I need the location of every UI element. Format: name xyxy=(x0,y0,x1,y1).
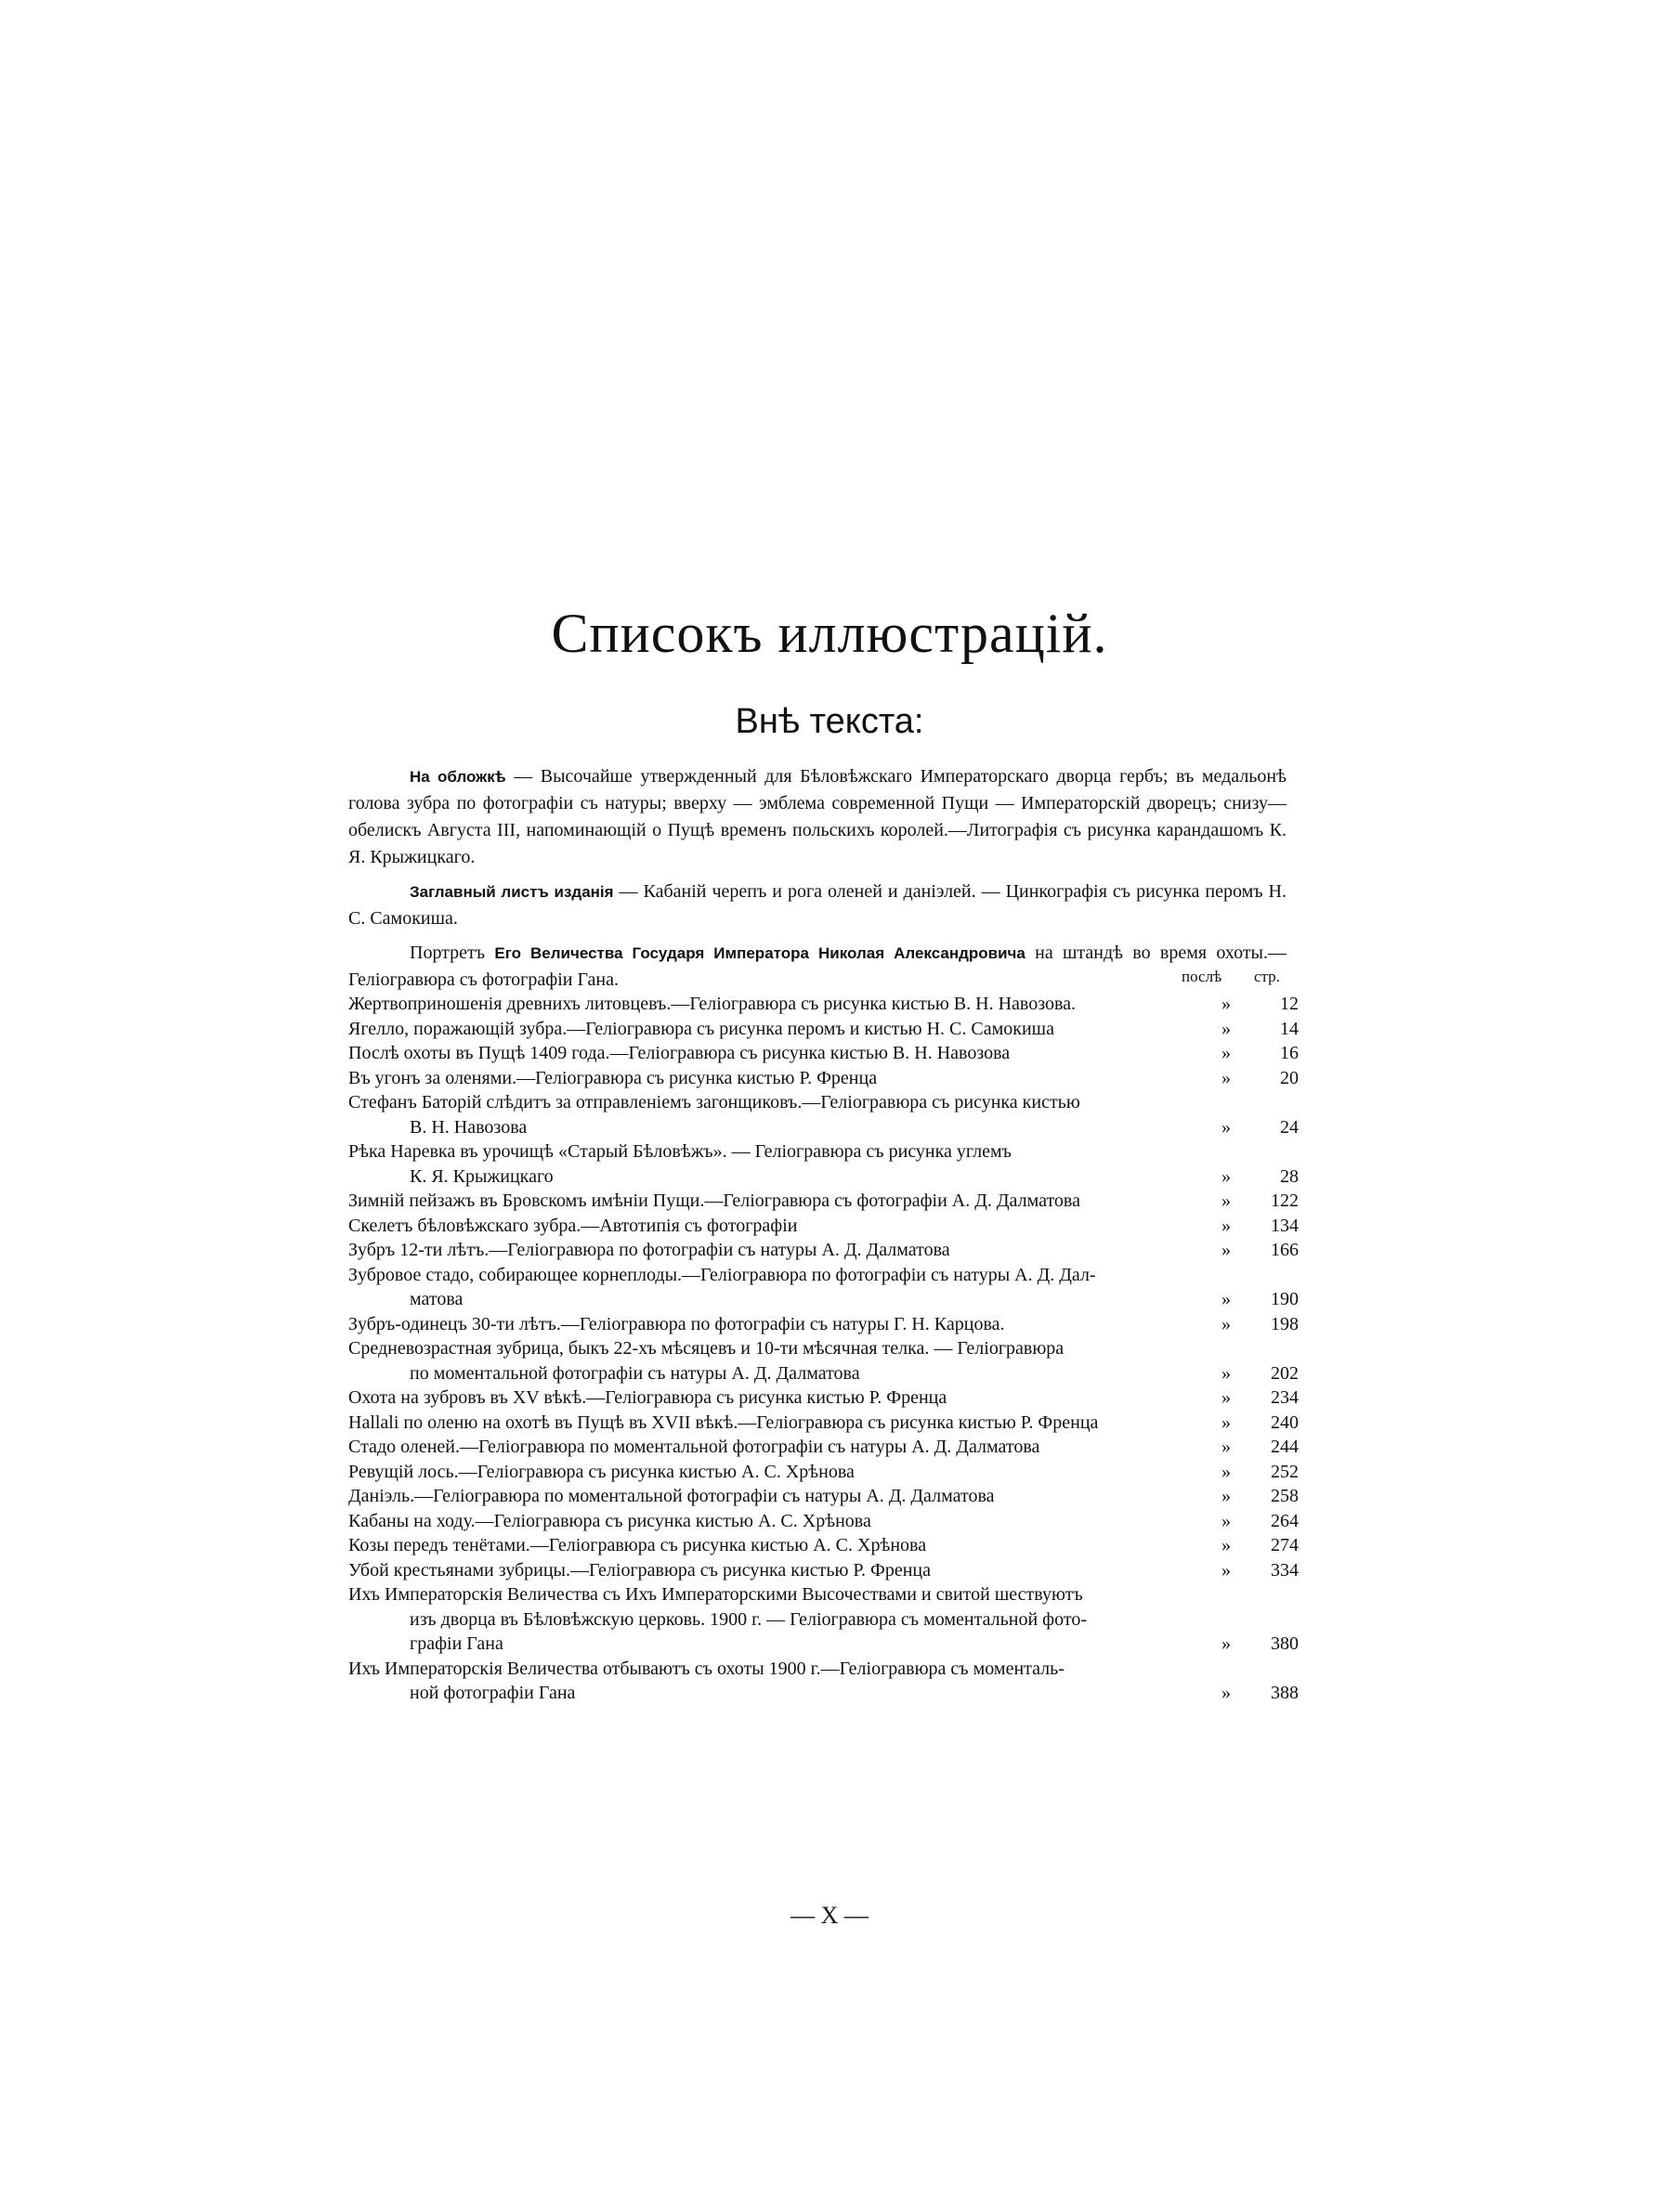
list-item xyxy=(348,992,1299,1017)
list-item-after-marker: » xyxy=(1221,1683,1231,1703)
list-item-after-marker: » xyxy=(1221,1633,1231,1654)
list-item-page: 334 xyxy=(1271,1559,1299,1581)
list-item-after-marker: » xyxy=(1221,1412,1231,1433)
section-heading: Внѣ текста: xyxy=(735,702,924,741)
list-item-page: 28 xyxy=(1280,1165,1299,1187)
list-item-text xyxy=(348,1582,1175,1657)
list-item-text xyxy=(348,1017,1175,1042)
list-item xyxy=(348,1017,1299,1042)
list-item-page: 202 xyxy=(1271,1362,1299,1384)
intro-block xyxy=(348,763,1287,1001)
list-item-line: по моментальной фотографіи съ натуры А. Д. Далматова xyxy=(410,1362,860,1384)
list-item-page: 24 xyxy=(1280,1116,1299,1138)
page-number: — X — xyxy=(790,1902,869,1929)
list-item-page: 380 xyxy=(1271,1633,1299,1654)
list-item xyxy=(348,1214,1299,1239)
list-item-line: Зубръ 12-ти лѣтъ.—Геліогравюра по фотографіи съ натуры А. Д. Далматова xyxy=(348,1240,950,1260)
list-item-text xyxy=(348,1041,1175,1066)
list-item-line: Въ угонъ за оленями.—Геліогравюра съ рисунка кистью Р. Френца xyxy=(348,1067,878,1088)
list-item-after-marker: » xyxy=(1221,1116,1231,1138)
list-item-line: Даніэль.—Геліогравюра по моментальной фотографіи съ натуры А. Д. Далматова xyxy=(348,1486,995,1506)
list-item-page: 122 xyxy=(1271,1191,1299,1211)
list-item-page: 12 xyxy=(1280,994,1299,1014)
list-item-page: 264 xyxy=(1271,1510,1299,1531)
list-item-page: 252 xyxy=(1271,1461,1299,1482)
list-item-text xyxy=(348,1386,1175,1411)
list-item-after-marker: » xyxy=(1221,994,1231,1014)
list-item-line: Зимній пейзажъ въ Бровскомъ имѣніи Пущи.—Геліогравюра съ фотографіи А. Д. Далматова xyxy=(348,1191,1080,1211)
list-item xyxy=(348,1312,1299,1337)
list-item-text xyxy=(348,1533,1175,1558)
list-item-after-marker: » xyxy=(1221,1437,1231,1457)
list-item-line: В. Н. Навозова xyxy=(410,1116,528,1138)
list-item xyxy=(348,1411,1299,1436)
list-item-text xyxy=(348,992,1175,1017)
list-item-text xyxy=(348,1558,1175,1583)
list-item-page: 258 xyxy=(1271,1486,1299,1506)
list-item-line: матова xyxy=(410,1289,464,1309)
list-item-text xyxy=(348,1336,1175,1386)
list-item xyxy=(348,1139,1299,1189)
list-item-line: Средневозрастная зубрица, быкъ 22-хъ мѣсяцевъ и 10-ти мѣсячная телка. — Геліогравюра xyxy=(348,1338,1065,1359)
list-item-after-marker: » xyxy=(1221,1461,1231,1482)
list-item-page: 16 xyxy=(1280,1043,1299,1063)
list-item-after-marker: » xyxy=(1221,1387,1231,1408)
list-item-page: 388 xyxy=(1271,1683,1299,1703)
list-item-text xyxy=(348,1238,1175,1263)
page-title: Списокъ иллюстрацій. xyxy=(551,603,1108,664)
list-item-text xyxy=(348,1139,1175,1189)
list-item-page: 234 xyxy=(1271,1387,1299,1408)
list-item-text xyxy=(348,1214,1175,1239)
list-item-line: Козы передъ тенётами.—Геліогравюра съ рисунка кистью А. С. Хрѣнова xyxy=(348,1535,927,1555)
intro-paragraph xyxy=(348,763,1287,871)
list-item-after-marker: » xyxy=(1221,1240,1231,1260)
list-item xyxy=(348,1533,1299,1558)
list-item-line: Hallali по оленю на охотѣ въ Пущѣ въ XVII вѣкѣ.—Геліогравюра съ рисунка кистью Р. Френца xyxy=(348,1412,1099,1433)
list-item-text xyxy=(348,1657,1175,1706)
list-item-after-marker: » xyxy=(1221,1486,1231,1506)
list-item-line: Охота на зубровъ въ XV вѣкѣ.—Геліогравюра съ рисунка кистью Р. Френца xyxy=(348,1387,947,1408)
column-header-page: стр. xyxy=(1254,968,1280,985)
list-item-line: Убой крестьянами зубрицы.—Геліогравюра съ рисунка кистью Р. Френца xyxy=(348,1559,931,1581)
list-item-after-marker: » xyxy=(1221,1215,1231,1236)
list-item-line: Послѣ охоты въ Пущѣ 1409 года.—Геліогравюра съ рисунка кистью В. Н. Навозова xyxy=(348,1043,1011,1063)
list-item-after-marker: » xyxy=(1221,1289,1231,1309)
intro-paragraph xyxy=(348,940,1287,994)
intro-prefix: Портретъ xyxy=(410,943,495,963)
list-item-page: 274 xyxy=(1271,1535,1299,1555)
list-item-line: Стадо оленей.—Геліогравюра по моментальной фотографіи съ натуры А. Д. Далматова xyxy=(348,1437,1040,1457)
list-item-line: Ревущій лось.—Геліогравюра съ рисунка кистью А. С. Хрѣнова xyxy=(348,1461,855,1482)
list-item xyxy=(348,1435,1299,1460)
list-item-page: 198 xyxy=(1271,1313,1299,1334)
list-item-text xyxy=(348,1435,1175,1460)
list-item-after-marker: » xyxy=(1221,1313,1231,1334)
list-item xyxy=(348,1041,1299,1066)
intro-paragraph xyxy=(348,878,1287,932)
list-item-line: Рѣка Наревка въ урочищѣ «Старый Бѣловѣжъ». — Геліогравюра съ рисунка углемъ xyxy=(348,1141,1012,1162)
list-item-line: Ягелло, поражающій зубра.—Геліогравюра съ рисунка перомъ и кистью Н. С. Самокиша xyxy=(348,1018,1054,1039)
list-item-line: Ихъ Императорскія Величества съ Ихъ Императорскими Высочествами и свитой шествуютъ xyxy=(348,1584,1083,1605)
intro-text: — Кабаній черепъ и рога оленей и даніэлей. — Цинкографія съ рисунка перомъ Н. С. Самокиша. xyxy=(348,881,1287,929)
list-item-line: Зубровое стадо, собирающее корнеплоды.—Геліогравюра по фотографіи съ натуры А. Д. Дал- xyxy=(348,1264,1096,1285)
list-item-line: Зубръ-одинецъ 30-ти лѣтъ.—Геліогравюра по фотографіи съ натуры Г. Н. Карцова. xyxy=(348,1313,1005,1334)
list-item-page: 244 xyxy=(1271,1437,1299,1457)
column-header-after: послѣ xyxy=(1182,968,1222,985)
list-item xyxy=(348,1484,1299,1509)
list-item-line: изъ дворца въ Бѣловѣжскую церковь. 1900 г. — Геліогравюра съ моментальной фото- xyxy=(410,1608,1087,1630)
list-item-line: Кабаны на ходу.—Геліогравюра съ рисунка кистью А. С. Хрѣнова xyxy=(348,1510,871,1531)
intro-text: — Высочайше утвержденный для Бѣловѣжскаго Императорскаго дворца гербъ; въ медальонѣ голова зубра по фотографіи съ натуры; вверху — эмблема современной Пущи — Императорскій дворецъ; снизу—обелискъ Августа III, напоминающій о Пущѣ временъ польскихъ королей.—Литографія съ рисунка карандашомъ К. Я. Крыжицкаго. xyxy=(348,766,1287,867)
list-item-page: 20 xyxy=(1280,1067,1299,1088)
list-item-text xyxy=(348,1090,1175,1139)
list-item-text xyxy=(348,1411,1175,1436)
intro-strong: Его Величества Государя Императора Николая Александровича xyxy=(494,944,1025,962)
list-item-line: Жертвоприношенія древнихъ литовцевъ.—Геліогравюра съ рисунка кистью В. Н. Навозова. xyxy=(348,994,1077,1014)
list-item-text xyxy=(348,1312,1175,1337)
list-item-page: 14 xyxy=(1280,1018,1299,1039)
list-item-page: 166 xyxy=(1271,1240,1299,1260)
list-item-after-marker: » xyxy=(1221,1165,1231,1187)
list-item xyxy=(348,1509,1299,1534)
list-item xyxy=(348,1582,1299,1657)
list-item xyxy=(348,1657,1299,1706)
list-item-text xyxy=(348,1189,1175,1214)
list-item-after-marker: » xyxy=(1221,1067,1231,1088)
list-item-text xyxy=(348,1484,1175,1509)
list-item xyxy=(348,1090,1299,1139)
list-item-line: ной фотографіи Гана xyxy=(410,1683,576,1703)
list-item xyxy=(348,1189,1299,1214)
list-item xyxy=(348,1066,1299,1091)
list-item xyxy=(348,1336,1299,1386)
list-item-page: 240 xyxy=(1271,1412,1299,1433)
list-item-text xyxy=(348,1066,1175,1091)
list-item-after-marker: » xyxy=(1221,1362,1231,1384)
list-item-text xyxy=(348,1509,1175,1534)
list-item xyxy=(348,1460,1299,1485)
list-item-page: 134 xyxy=(1271,1215,1299,1236)
illustration-list xyxy=(348,992,1299,1706)
list-item-after-marker: » xyxy=(1221,1043,1231,1063)
intro-text: на штандѣ во время охоты.— Геліогравюра съ фотографіи Гана. xyxy=(348,943,1287,990)
list-item xyxy=(348,1238,1299,1263)
list-item-line: графіи Гана xyxy=(410,1633,503,1654)
list-item-page: 190 xyxy=(1271,1289,1299,1309)
intro-label: Заглавный листъ изданія xyxy=(410,883,614,901)
list-item-line: Скелетъ бѣловѣжскаго зубра.—Автотипія съ фотографіи xyxy=(348,1215,798,1236)
list-item-line: К. Я. Крыжицкаго xyxy=(410,1165,554,1187)
list-item-after-marker: » xyxy=(1221,1018,1231,1039)
list-item xyxy=(348,1263,1299,1312)
list-item-after-marker: » xyxy=(1221,1191,1231,1211)
list-item-line: Ихъ Императорскія Величества отбываютъ съ охоты 1900 г.—Геліогравюра съ моменталь- xyxy=(348,1658,1065,1679)
list-item-text xyxy=(348,1460,1175,1485)
list-item xyxy=(348,1558,1299,1583)
list-item-line: Стефанъ Баторій слѣдитъ за отправленіемъ загонщиковъ.—Геліогравюра съ рисунка кистью xyxy=(348,1092,1080,1113)
list-item-after-marker: » xyxy=(1221,1535,1231,1555)
list-item xyxy=(348,1386,1299,1411)
list-item-after-marker: » xyxy=(1221,1510,1231,1531)
list-item-text xyxy=(348,1263,1175,1312)
intro-label: На обложкѣ xyxy=(410,768,506,786)
list-item-after-marker: » xyxy=(1221,1559,1231,1581)
